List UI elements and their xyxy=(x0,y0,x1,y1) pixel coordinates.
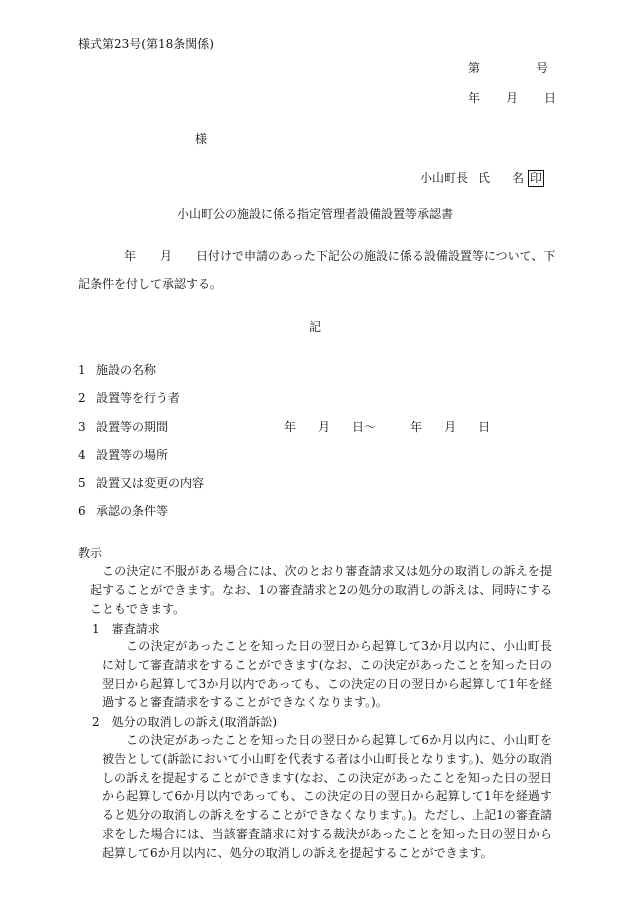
item-2: 2 設置等を行う者 xyxy=(78,391,181,405)
item-5: 5 設置又は変更の内容 xyxy=(78,476,205,490)
body-line-2: 記条件を付して承認する。 xyxy=(78,277,223,291)
kyouji-intro: この決定に不服がある場合には、次のとおり審査請求又は処分の取消しの訴えを提起することができます。なお、1の審査請求と2の処分の取消しの訴えは、同時にすることもできます。 xyxy=(90,564,552,616)
kyouji-heading: 教示 xyxy=(78,546,103,560)
period-range: 年 月 日〜 年 月 日 xyxy=(284,420,491,434)
form-number: 様式第23号(第18条関係) xyxy=(78,37,214,51)
item-4: 4 設置等の場所 xyxy=(78,448,169,462)
ki-heading: 記 xyxy=(308,320,321,334)
date-month: 月 xyxy=(506,91,519,105)
body-line-1 xyxy=(100,250,555,262)
seal-stamp: 印 xyxy=(530,171,543,185)
addressee: 様 xyxy=(195,132,208,146)
kyouji-sec2-heading: 2 処分の取消しの訴え(取消訴訟) xyxy=(92,715,277,729)
item-3: 3 設置等の期間 xyxy=(78,420,169,434)
body-line1-rest: 日付けで申請のあった下記公の施設に係る設備設置等について、下 xyxy=(196,249,556,263)
issuer-title: 小山町長 xyxy=(420,171,469,185)
item-6: 6 承認の条件等 xyxy=(78,504,169,518)
body-month: 月 xyxy=(160,249,173,263)
document-title: 小山町公の施設に係る指定管理者設備設置等承認書 xyxy=(176,207,453,221)
issuer-line xyxy=(420,170,544,187)
date-year: 年 xyxy=(468,91,481,105)
kyouji-sec2-text: この決定があったことを知った日の翌日から起算して6か月以内に、小山町を被告として(訴訟において小山町を代表する者は小山町長となります。)、処分の取消しの訴えを提起することができます(なお、この決定があったことを知った日の翌日から起算して6か月以内であっても、この決定の日の翌日から起算して1年を経過すると処分の取消しの訴えをすることができなくなります。)。ただし、上記1の審査請求をした場合には、当該審査請求に対する裁決があったことを知った日の翌日から起算して6か月以内に、処分の取消しの訴えを提起することができます。 xyxy=(102,733,552,860)
doc-number-go: 号 xyxy=(536,61,549,75)
issue-date-line xyxy=(468,92,556,104)
date-day: 日 xyxy=(544,91,557,105)
issuer-mei: 名 xyxy=(512,171,525,185)
document-number-line xyxy=(468,62,548,74)
item-1: 1 施設の名称 xyxy=(78,363,157,377)
doc-number-dai: 第 xyxy=(468,61,481,75)
kyouji-sec1-heading: 1 審査請求 xyxy=(92,622,160,636)
kyouji-sec1-text: この決定があったことを知った日の翌日から起算して3か月以内に、小山町長に対して審査請求をすることができます(なお、この決定があったことを知った日の翌日から起算して3か月以内であっても、この決定の日の翌日から起算して1年を経過すると審査請求をすることができなくなります。)。 xyxy=(102,639,552,710)
issuer-shi: 氏 xyxy=(478,171,491,185)
body-year: 年 xyxy=(124,249,137,263)
